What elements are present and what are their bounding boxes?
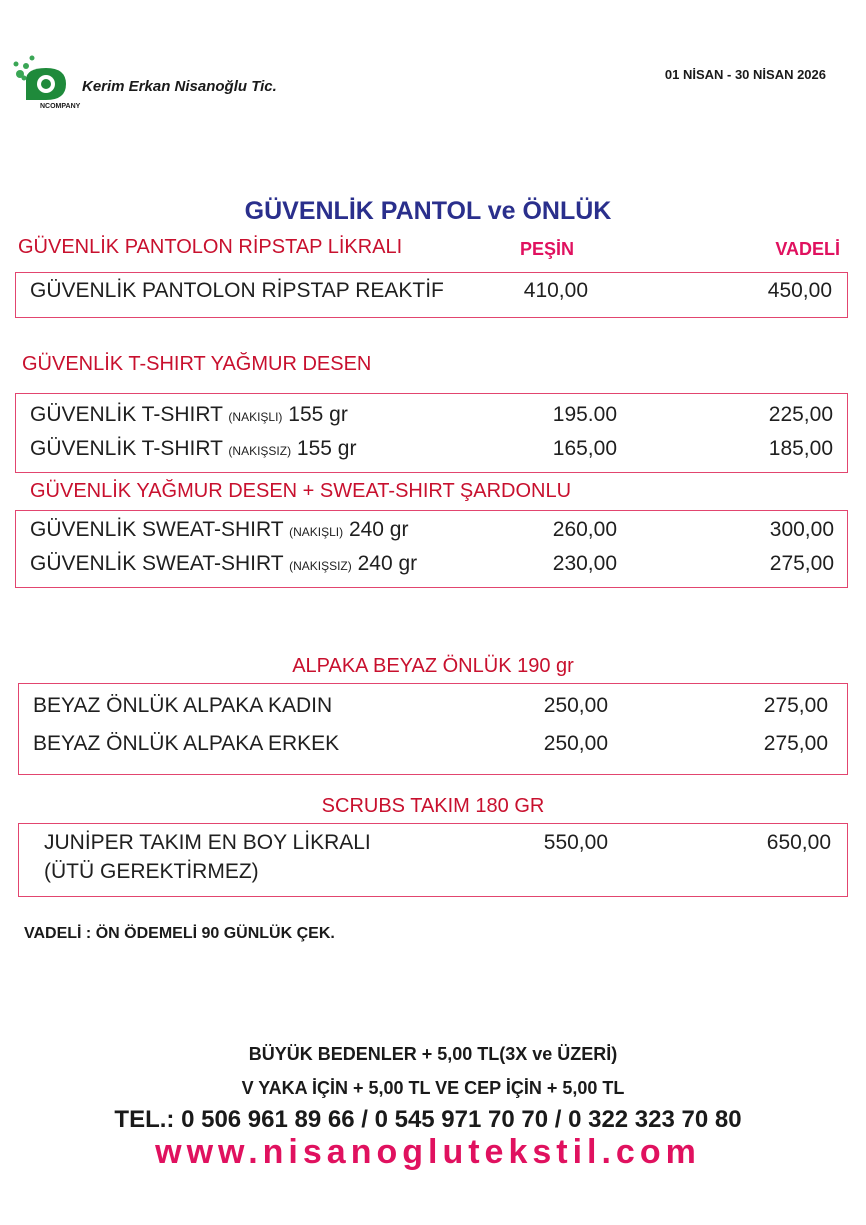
logo-text: NCOMPANY bbox=[40, 103, 81, 110]
item-cash-price: 410,00 bbox=[523, 279, 588, 302]
item-name: GÜVENLİK PANTOLON RİPSTAP REAKTİF bbox=[30, 279, 444, 302]
section-heading-sweatshirt: GÜVENLİK YAĞMUR DESEN + SWEAT-SHIRT ŞARDONLU bbox=[30, 480, 572, 502]
item-name: BEYAZ ÖNLÜK ALPAKA KADIN bbox=[33, 694, 333, 717]
item-deferred-price: 450,00 bbox=[767, 279, 832, 302]
item-name: GÜVENLİK T-SHIRT (NAKIŞSIZ) 155 gr bbox=[30, 437, 357, 460]
footer-line-extras: V YAKA İÇİN + 5,00 TL VE CEP İÇİN + 5,00 TL bbox=[241, 1078, 625, 1098]
item-name: GÜVENLİK T-SHIRT (NAKIŞLI) 155 gr bbox=[30, 403, 348, 426]
item-cash-price: 550,00 bbox=[543, 831, 608, 854]
column-header-cash: PEŞİN bbox=[520, 239, 575, 259]
section-heading-tshirt: GÜVENLİK T-SHIRT YAĞMUR DESEN bbox=[22, 353, 372, 375]
company-name: Kerim Erkan Nisanoğlu Tic. bbox=[82, 78, 277, 95]
item-cash-price: 250,00 bbox=[543, 732, 608, 755]
item-deferred-price: 275,00 bbox=[763, 732, 828, 755]
item-cash-price: 230,00 bbox=[552, 552, 617, 575]
item-cash-price: 165,00 bbox=[552, 437, 617, 460]
item-name: GÜVENLİK SWEAT-SHIRT (NAKIŞLI) 240 gr bbox=[30, 518, 409, 541]
item-deferred-price: 275,00 bbox=[769, 552, 834, 575]
section-heading-scrubs: SCRUBS TAKIM 180 GR bbox=[321, 795, 545, 817]
footer-website[interactable]: www.nisanoglutekstil.com bbox=[155, 1133, 701, 1171]
item-name: GÜVENLİK SWEAT-SHIRT (NAKIŞSIZ) 240 gr bbox=[30, 552, 418, 575]
date-range: 01 NİSAN - 30 NİSAN 2026 bbox=[664, 67, 826, 82]
item-cash-price: 195.00 bbox=[552, 403, 617, 426]
item-cash-price: 260,00 bbox=[552, 518, 617, 541]
item-name: JUNİPER TAKIM EN BOY LİKRALI bbox=[44, 831, 371, 854]
column-header-deferred: VADELİ bbox=[775, 239, 840, 259]
item-deferred-price: 275,00 bbox=[763, 694, 828, 717]
item-deferred-price: 185,00 bbox=[768, 437, 833, 460]
item-cash-price: 250,00 bbox=[543, 694, 608, 717]
item-deferred-price: 225,00 bbox=[768, 403, 833, 426]
payment-note: VADELİ : ÖN ÖDEMELİ 90 GÜNLÜK ÇEK. bbox=[24, 925, 335, 942]
section-heading-onluk: ALPAKA BEYAZ ÖNLÜK 190 gr bbox=[292, 655, 574, 677]
item-name: BEYAZ ÖNLÜK ALPAKA ERKEK bbox=[33, 732, 340, 755]
page-title: GÜVENLİK PANTOL ve ÖNLÜK bbox=[244, 197, 612, 225]
footer-phone: TEL.: 0 506 961 89 66 / 0 545 971 70 70 / 0 322 323 70 80 bbox=[114, 1106, 742, 1133]
item-name-line2: (ÜTÜ GEREKTİRMEZ) bbox=[44, 860, 259, 883]
footer-line-big-sizes: BÜYÜK BEDENLER + 5,00 TL(3X ve ÜZERİ) bbox=[248, 1044, 618, 1064]
section-heading-pantolon: GÜVENLİK PANTOLON RİPSTAP LİKRALI bbox=[18, 236, 403, 258]
item-deferred-price: 300,00 bbox=[769, 518, 834, 541]
item-deferred-price: 650,00 bbox=[766, 831, 831, 854]
